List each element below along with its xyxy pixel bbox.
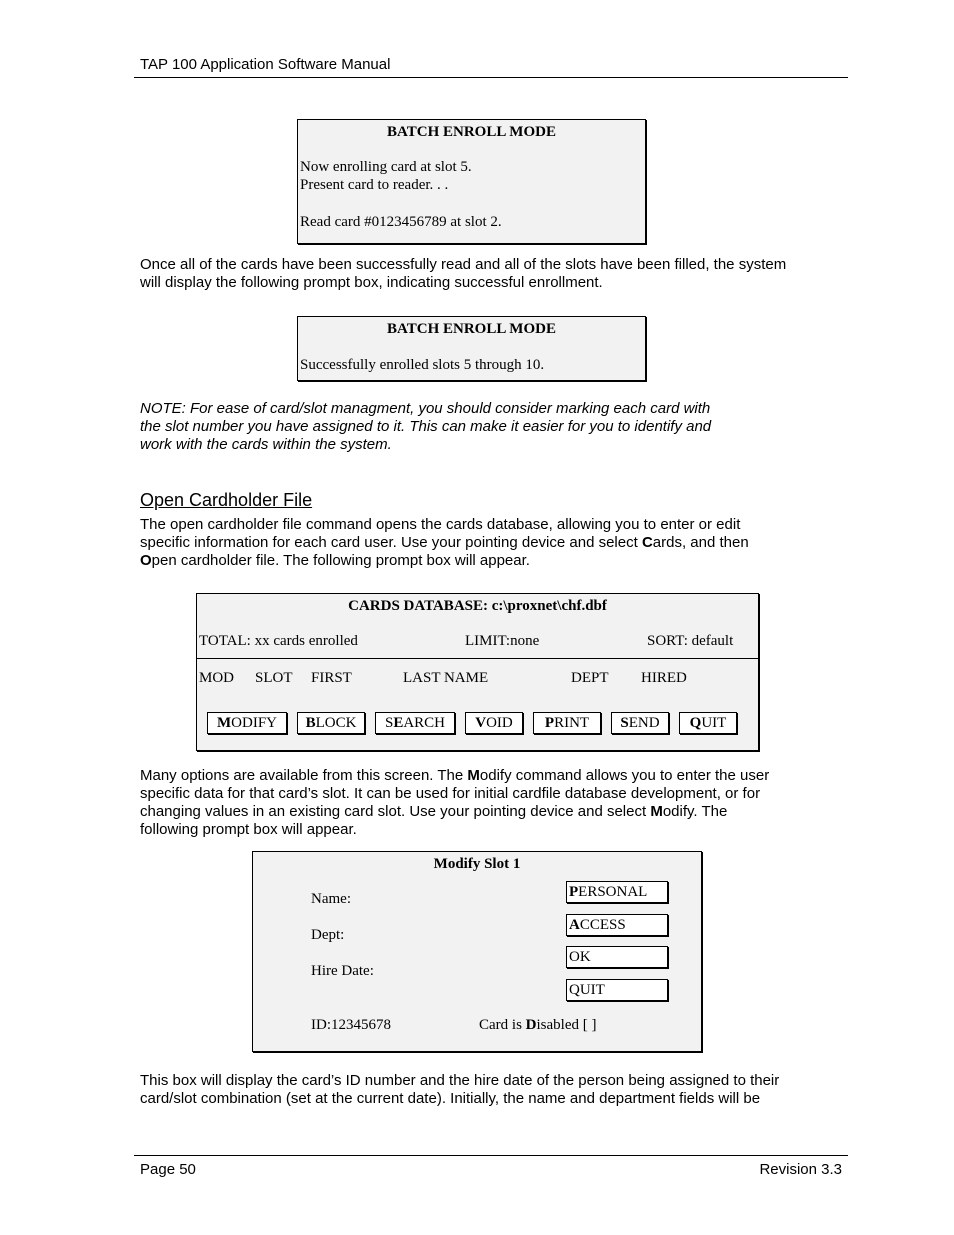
body-text-line: Open cardholder file. The following prompt box will appear. [140, 552, 530, 569]
column-header-slot: SLOT [255, 670, 293, 686]
column-header-dept: DEPT [571, 670, 609, 686]
print-button[interactable]: PRINT [533, 712, 601, 734]
personal-button[interactable]: PERSONAL [566, 881, 668, 903]
sort-label: SORT: default [647, 633, 734, 649]
column-header-first: FIRST [311, 670, 352, 686]
divider [197, 658, 758, 659]
box-line: Read card #0123456789 at slot 2. [300, 214, 502, 230]
box-title: BATCH ENROLL MODE [387, 321, 556, 337]
header-title: TAP 100 Application Software Manual [140, 56, 391, 73]
body-text-line: will display the following prompt box, indicating successful enrollment. [140, 274, 603, 291]
body-text-line: changing values in an existing card slot. Use your pointing device and select Modify. The [140, 803, 728, 820]
card-id-label: ID:12345678 [311, 1017, 391, 1033]
body-text-line: Once all of the cards have been successfully read and all of the slots have been filled, the system [140, 256, 787, 273]
block-button[interactable]: BLOCK [297, 712, 365, 734]
column-header-last-name: LAST NAME [403, 670, 489, 686]
body-text-line: Many options are available from this screen. The Modify command allows you to enter the user [140, 767, 770, 784]
footer-rule [134, 1155, 848, 1156]
card-disabled-checkbox[interactable]: Card is Disabled [ ] [479, 1017, 597, 1033]
body-text-line: specific information for each card user. Use your pointing device and select Cards, and then [140, 534, 749, 551]
column-header-hired: HIRED [641, 670, 687, 686]
body-text-line: This box will display the card’s ID number and the hire date of the person being assigned to their [140, 1072, 780, 1089]
access-button[interactable]: ACCESS [566, 914, 668, 936]
quit-button[interactable]: QUIT [566, 979, 668, 1001]
note-line: the slot number you have assigned to it. This can make it easier for you to identify and [140, 418, 712, 435]
note-line: NOTE: For ease of card/slot managment, you should consider marking each card with [140, 400, 711, 417]
batch-enroll-success-box [297, 316, 646, 381]
box-line: Now enrolling card at slot 5. [300, 159, 472, 175]
quit-button[interactable]: QUIT [679, 712, 737, 734]
void-button[interactable]: VOID [465, 712, 523, 734]
dept-label: Dept: [311, 927, 345, 943]
body-text-line: following prompt box will appear. [140, 821, 357, 838]
revision-label: Revision 3.3 [759, 1161, 842, 1178]
modify-slot-box [252, 851, 702, 1052]
send-button[interactable]: SEND [611, 712, 669, 734]
note-line: work with the cards within the system. [140, 436, 392, 453]
batch-enroll-progress-box [297, 119, 646, 244]
search-button[interactable]: SEARCH [375, 712, 455, 734]
total-cards-label: TOTAL: xx cards enrolled [199, 633, 358, 649]
box-line: Present card to reader. . . [300, 177, 449, 193]
limit-label: LIMIT:none [465, 633, 540, 649]
cards-database-title: CARDS DATABASE: c:\proxnet\chf.dbf [348, 598, 607, 614]
cards-database-box [196, 593, 759, 751]
name-label: Name: [311, 891, 351, 907]
box-line: Successfully enrolled slots 5 through 10. [300, 357, 545, 373]
hire-date-label: Hire Date: [311, 963, 374, 979]
box-title: BATCH ENROLL MODE [387, 124, 556, 140]
page-number: Page 50 [140, 1161, 196, 1178]
section-heading: Open Cardholder File [140, 490, 313, 510]
ok-button[interactable]: OK [566, 946, 668, 968]
header-rule [134, 77, 848, 78]
modify-button[interactable]: MODIFY [207, 712, 287, 734]
body-text-line: card/slot combination (set at the current date). Initially, the name and department fields will be [140, 1090, 761, 1107]
body-text-line: The open cardholder file command opens the cards database, allowing you to enter or edit [140, 516, 741, 533]
column-header-mod: MOD [199, 670, 235, 686]
modify-slot-title: Modify Slot 1 [433, 856, 521, 872]
body-text-line: specific data for that card’s slot. It can be used for initial cardfile database development, or for [140, 785, 761, 802]
